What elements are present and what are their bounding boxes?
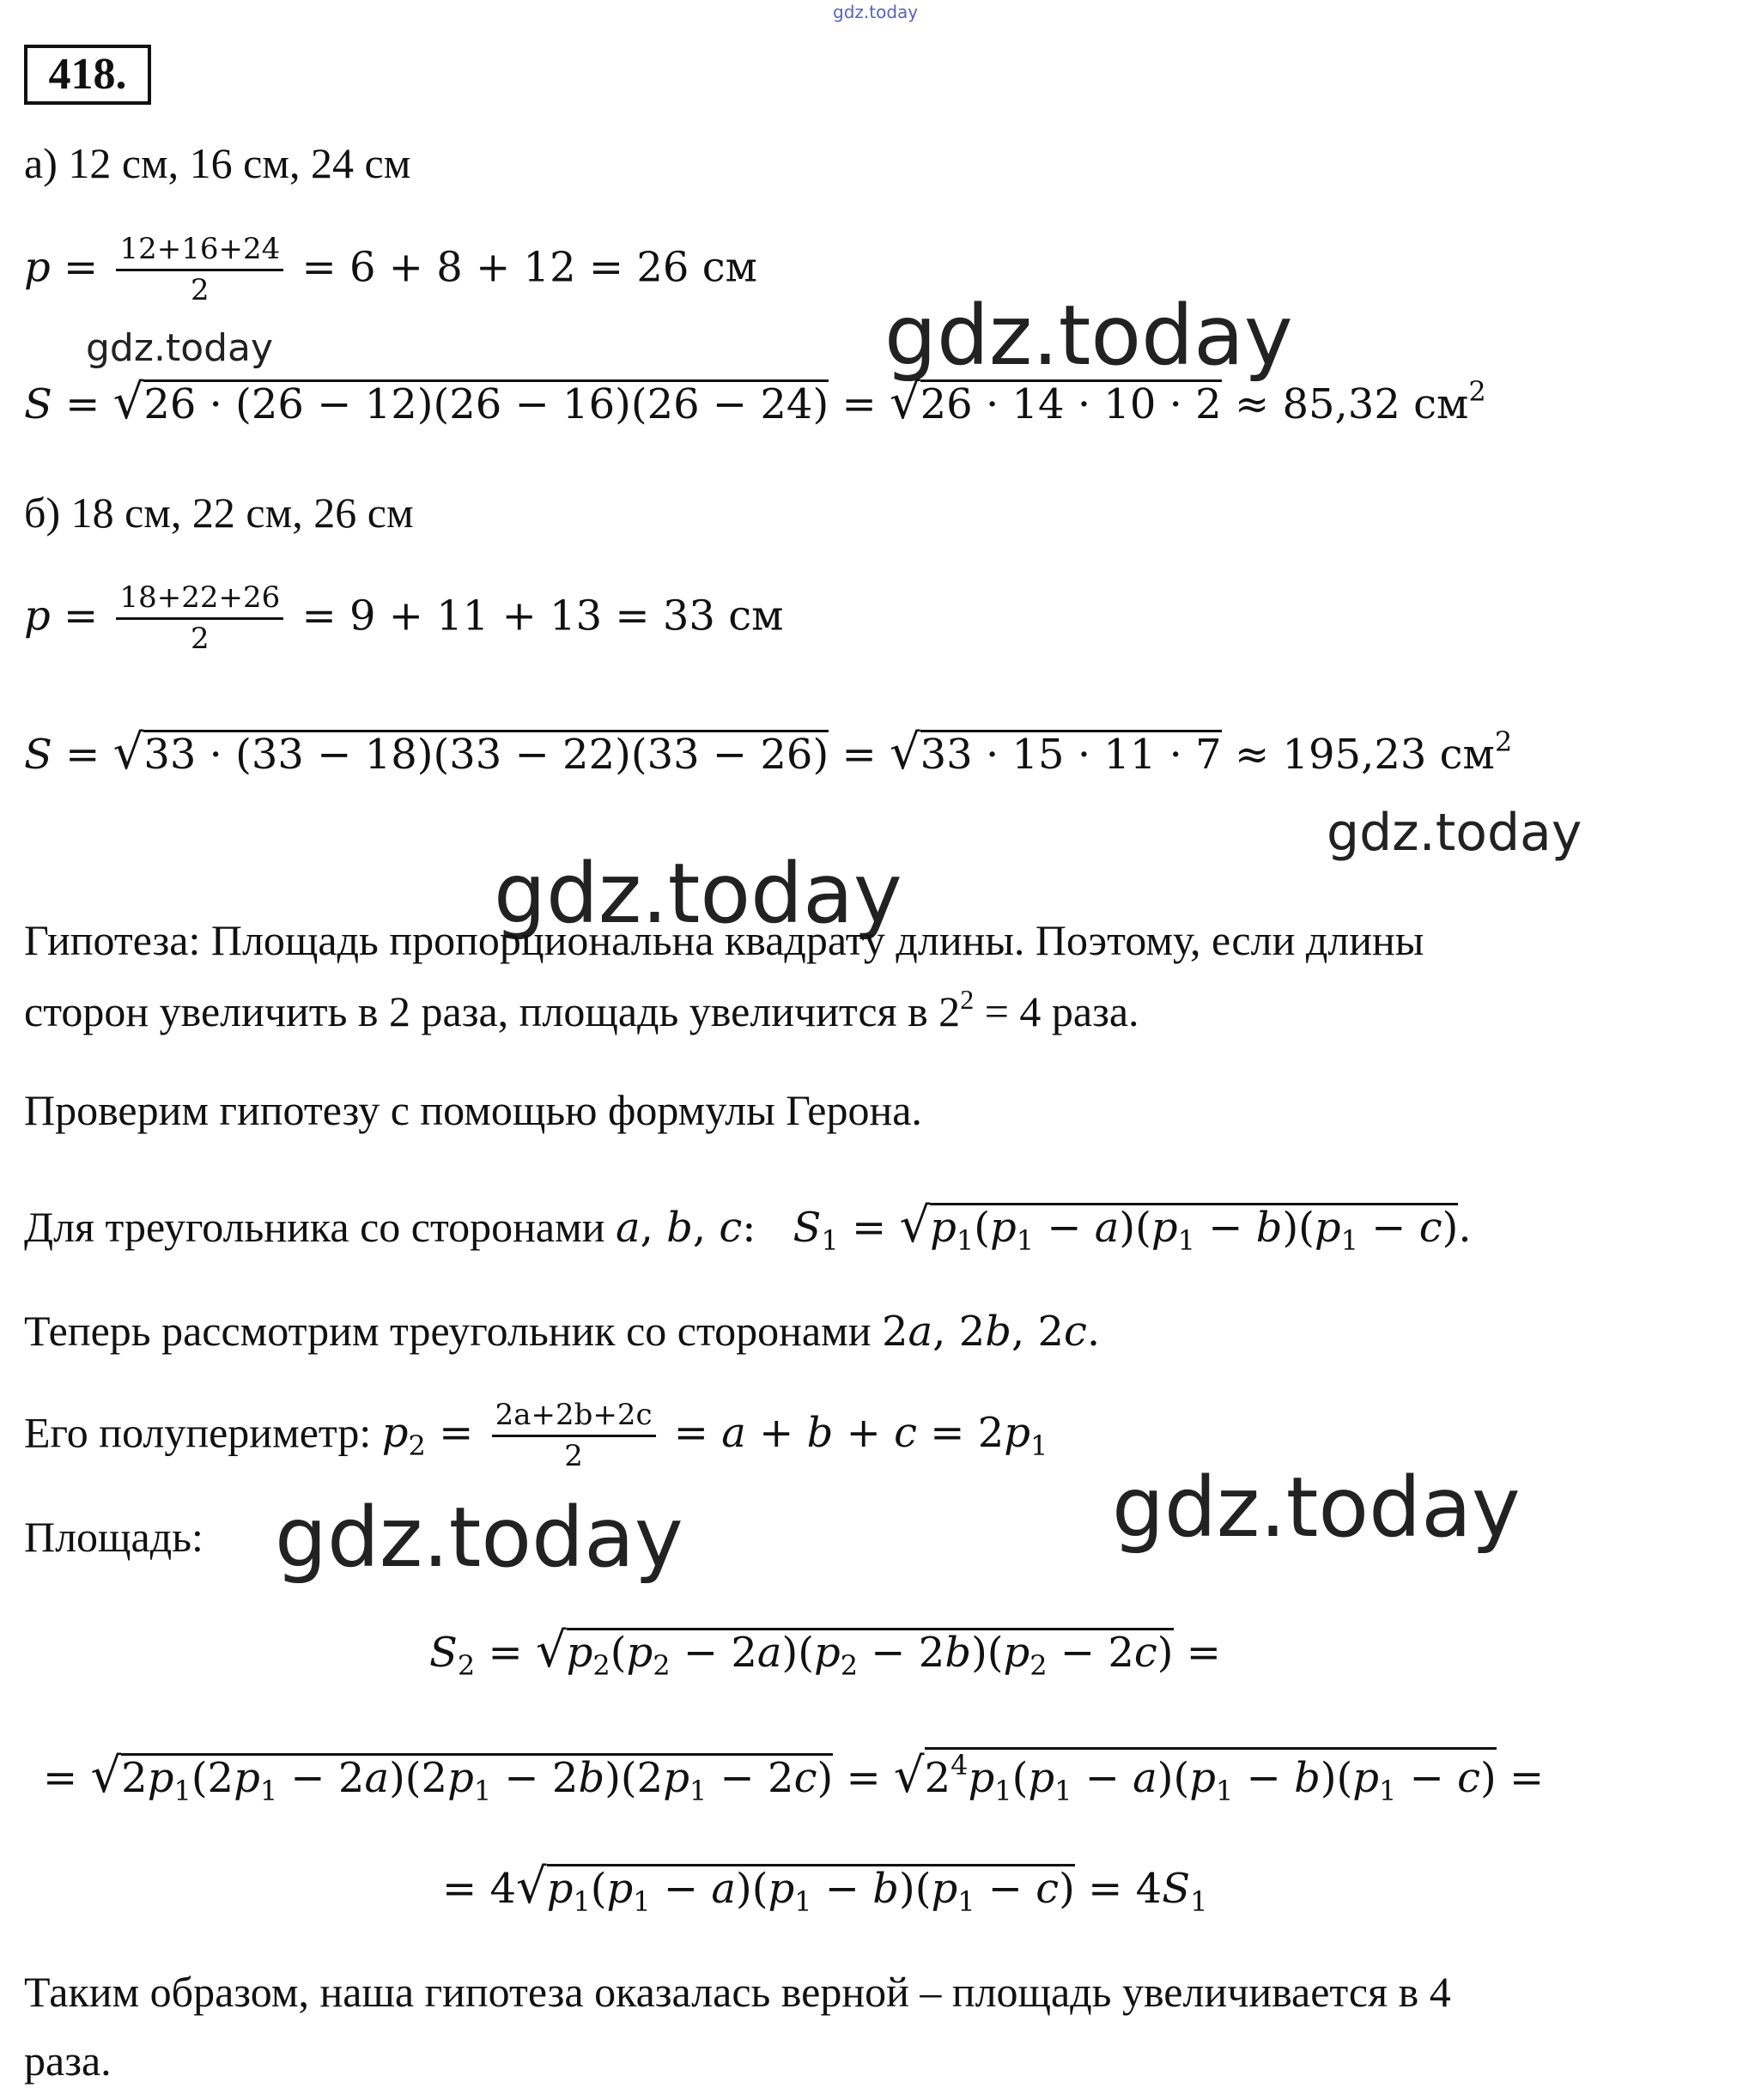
- part-a-p-result: = 6 + 8 + 12 = 26 см: [301, 243, 757, 292]
- problem-number: 418.: [24, 45, 151, 105]
- part-b-s-result: ≈ 195,23 см: [1234, 731, 1495, 779]
- part-b-p-result: = 9 + 11 + 13 = 33 см: [301, 592, 784, 640]
- watermark: gdz.today: [1112, 1460, 1521, 1556]
- watermark: gdz.today: [494, 846, 902, 942]
- part-b-fraction: [116, 582, 283, 656]
- part-b-s-formula: S = √33 · (33 − 18)(33 − 22)(33 − 26) = √33 · 15 · 11 · 7 ≈ 195,23 $см^2$: [24, 725, 1513, 780]
- sqrt: √26 · 14 · 10 · 2: [889, 374, 1222, 430]
- part-a-s-result: ≈ 85,32 см: [1234, 380, 1469, 428]
- watermark-top: gdz.today: [833, 2, 919, 22]
- watermark: gdz.today: [1327, 803, 1582, 863]
- sqrt: √33 · (33 − 18)(33 − 22)(33 − 26): [112, 725, 829, 780]
- part-b-p-formula: p = $\frac{18+22+26}{2}$ = 9 + 11 + 13 = 33 см: [24, 580, 784, 657]
- watermark: gdz.today: [884, 288, 1293, 384]
- sqrt: √26 · (26 − 12)(26 − 16)(26 − 24): [112, 374, 829, 430]
- sqrt: √33 · 15 · 11 · 7: [889, 725, 1222, 780]
- check-line: Проверим гипотезу с помощью формулы Герона.: [24, 1086, 922, 1134]
- sqrt: $√p_1(p_1 - a)(p_1 - b)(p_1 - c)$: [516, 1859, 1075, 1918]
- sqrt: $√2^4p_1(p_1 - a)(p_1 - b)(p_1 - c)$: [893, 1748, 1497, 1807]
- area-label: Площадь:: [24, 1513, 203, 1561]
- hypothesis-line1: Гипотеза: Площадь пропорциональна квадрату длины. Поэтому, если длины: [24, 916, 1424, 964]
- semiper-label: Его полупериметр:: [24, 1408, 382, 1457]
- now-line: Теперь рассмотрим треугольник со сторонами 2a, 2b, 2c.: [24, 1307, 1101, 1356]
- sqrt: $√2p_1(2p_1 - 2a)(2p_1 - 2b)(2p_1 - 2c)$: [90, 1748, 834, 1807]
- part-a-s-formula: S = √26 · (26 − 12)(26 − 16)(26 − 24) = √26 · 14 · 10 · 2 ≈ 85,32 $см^2$: [24, 374, 1486, 430]
- part-b-p-den: 2: [191, 622, 210, 657]
- part-b-header: б) 18 см, 22 см, 26 см: [24, 489, 414, 537]
- part-b-p-num: 18+22+26: [116, 582, 283, 620]
- part-b-s-radicand2: 33 · 15 · 11 · 7: [920, 731, 1222, 779]
- semiper-num: 2a+2b+2c: [492, 1399, 656, 1437]
- watermark: gdz.today: [275, 1490, 683, 1586]
- sqrt: $√p_1(p_1 - a)(p_1 - b)(p_1 - c)$: [899, 1198, 1459, 1257]
- semiper-line: Его полупериметр: $p_2$ = $\frac{2a+2b+2c}{2}$ = $a + b + c = 2p_1$: [24, 1398, 1048, 1474]
- semiper-den: 2: [564, 1439, 583, 1474]
- s2-line1: $S_2 = √p_2(p_2 - 2a)(p_2 - 2b)(p_2 - 2c)$ =: [429, 1623, 1221, 1682]
- now-line-text: Теперь рассмотрим треугольник со сторонами: [24, 1307, 882, 1355]
- part-a-p-num: 12+16+24: [116, 234, 283, 271]
- conclusion-line1: Таким образом, наша гипотеза оказалась верной – площадь увеличивается в 4: [24, 1968, 1451, 2016]
- part-a-p-den: 2: [191, 273, 210, 308]
- triangle-line: Для треугольника со сторонами a, b, c: $S_1 = √p_1(p_1 - a)(p_1 - b)(p_1 - c)$.: [24, 1198, 1472, 1257]
- conclusion-line2: раза.: [24, 2036, 112, 2085]
- part-a-fraction: [116, 234, 283, 307]
- watermark: gdz.today: [86, 326, 274, 370]
- part-a-p-formula: p = $\frac{12+16+24}{2}$ = 6 + 8 + 12 = 26 см: [24, 232, 757, 308]
- sqrt: $√p_2(p_2 - 2a)(p_2 - 2b)(p_2 - 2c)$: [535, 1623, 1174, 1682]
- s2-line3: = $4√p_1(p_1 - a)(p_1 - b)(p_1 - c) = 4S_1$: [442, 1859, 1208, 1918]
- part-b-s-radicand: 33 · (33 − 18)(33 − 22)(33 − 26): [143, 731, 829, 779]
- part-a-s-radicand: 26 · (26 − 12)(26 − 16)(26 − 24): [143, 380, 829, 428]
- hypothesis-line2: сторон увеличить в 2 раза, площадь увеличится в $2^2 = 4$ раза.: [24, 984, 1139, 1035]
- triangle-line-text: Для треугольника со сторонами: [24, 1203, 616, 1251]
- semiper-fraction: [492, 1399, 656, 1473]
- hypothesis-line2-start: сторон увеличить в 2 раза, площадь увеличится в 2: [24, 987, 961, 1035]
- s2-line2: = $√2p_1(2p_1 - 2a)(2p_1 - 2b)(2p_1 - 2c) = √2^4p_1(p_1 - a)(p_1 - b)(p_1 - c)$ =: [43, 1748, 1545, 1807]
- hypothesis-line2-end: = 4 раза.: [974, 987, 1139, 1035]
- part-a-s-radicand2: 26 · 14 · 10 · 2: [920, 380, 1222, 428]
- part-a-header: а) 12 см, 16 см, 24 см: [24, 139, 411, 187]
